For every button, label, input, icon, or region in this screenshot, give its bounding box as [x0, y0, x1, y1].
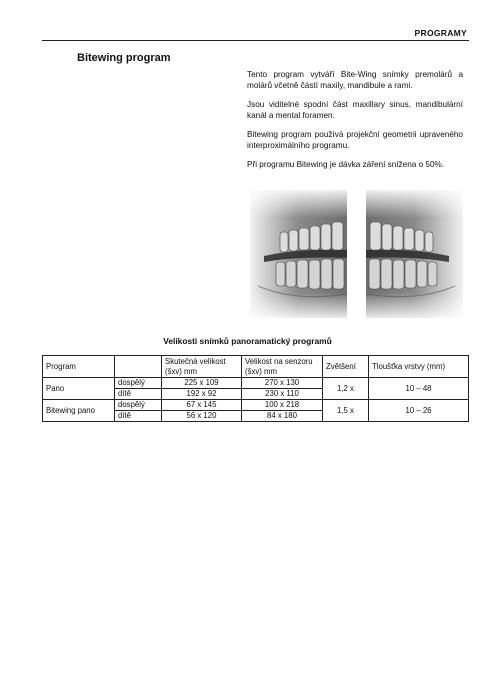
table-row	[43, 400, 469, 411]
magnification-cell: 1,2 x	[323, 378, 369, 400]
actual-size-cell: 56 x 120	[162, 411, 242, 422]
subject-cell: dítě	[115, 411, 162, 422]
sensor-size-cell: 230 x 110	[242, 389, 323, 400]
paragraph: Bitewing program používá projekční geometrii upraveného interproximálního programu.	[247, 130, 463, 150]
image-sizes-table	[42, 355, 469, 422]
paragraph: Tento program vytváří Bite-Wing snímky premolárů a molárů včetně částí maxily, mandibule a rami.	[247, 70, 463, 90]
header-subject	[115, 356, 162, 378]
program-cell: Bitewing pano	[43, 400, 115, 422]
description-text	[247, 70, 463, 180]
thickness-cell: 10 – 48	[369, 378, 469, 400]
page-title: Bitewing program	[77, 52, 171, 64]
bitewing-xray-left	[250, 190, 347, 318]
magnification-cell: 1,5 x	[323, 400, 369, 422]
table-caption: Velikosti snímků panoramatický programů	[163, 336, 332, 346]
actual-size-cell: 67 x 145	[162, 400, 242, 411]
header-thickness: Tloušťka vrstvy (mm)	[369, 356, 469, 378]
header-sensor-size: Velikost na senzoru (šxv) mm	[242, 356, 323, 378]
header-rule	[42, 40, 469, 41]
paragraph: Při programu Bitewing je dávka záření snížena o 50%.	[247, 160, 445, 169]
header-actual-size: Skutečná velikost (šxv) mm	[162, 356, 242, 378]
subject-cell: dítě	[115, 389, 162, 400]
subject-cell: dospělý	[115, 378, 162, 389]
header-magnification: Zvětšení	[323, 356, 369, 378]
sensor-size-cell: 100 x 218	[242, 400, 323, 411]
table-header-row	[43, 356, 469, 378]
thickness-cell: 10 – 26	[369, 400, 469, 422]
actual-size-cell: 192 x 92	[162, 389, 242, 400]
sensor-size-cell: 270 x 130	[242, 378, 323, 389]
actual-size-cell: 225 x 109	[162, 378, 242, 389]
paragraph: Jsou viditelné spodní část maxillary sinus, mandibulární kanál a mental foramen.	[247, 100, 463, 120]
bitewing-xray-right	[366, 190, 463, 318]
table-row	[43, 378, 469, 389]
sensor-size-cell: 84 x 180	[242, 411, 323, 422]
subject-cell: dospělý	[115, 400, 162, 411]
header-program: Program	[43, 356, 115, 378]
program-cell: Pano	[43, 378, 115, 400]
section-label: PROGRAMY	[414, 28, 467, 38]
